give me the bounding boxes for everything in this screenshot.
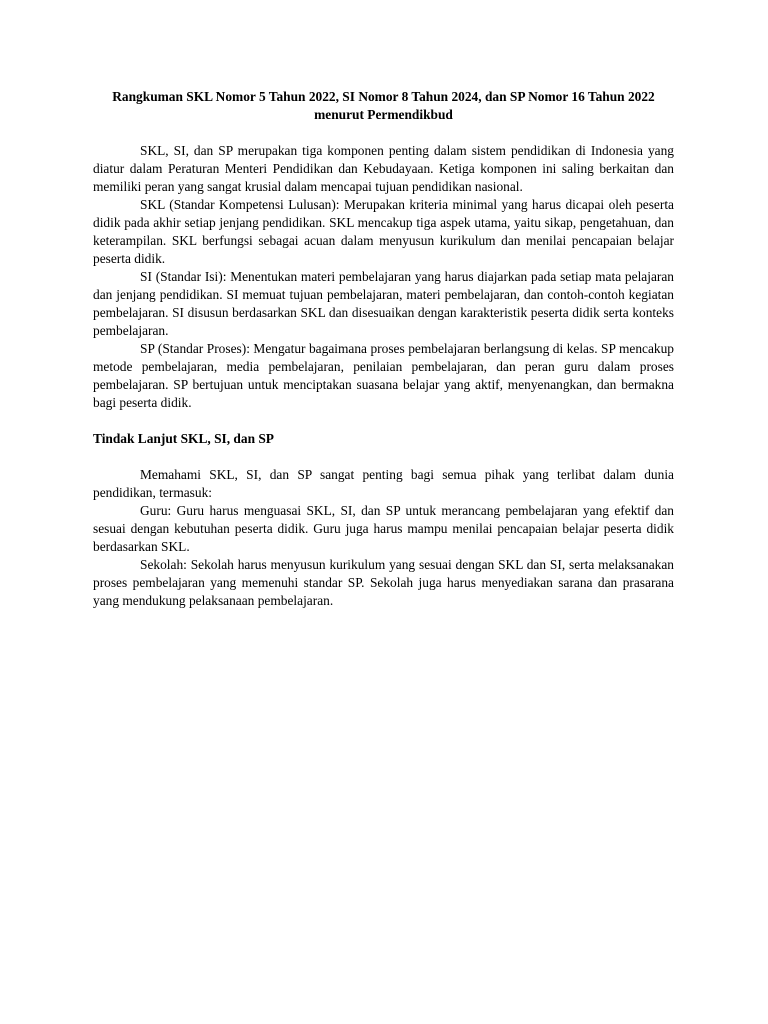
paragraph-skl: SKL (Standar Kompetensi Lulusan): Merupakan kriteria minimal yang harus dicapai oleh peserta didik pada akhir setiap jenjang pendidikan. SKL mencakup tiga aspek utama, yaitu sikap, pengetahuan, dan keterampilan. SKL berfungsi sebagai acuan dalam menyusun kurikulum dan menilai pencapaian belajar peserta didik. — [93, 197, 674, 266]
paragraph-memahami: Memahami SKL, SI, dan SP sangat penting bagi semua pihak yang terlibat dalam dunia pendidikan, termasuk: — [93, 467, 674, 500]
section-overview — [93, 142, 674, 412]
section-heading-tindak-lanjut: Tindak Lanjut SKL, SI, dan SP — [93, 431, 274, 446]
paragraph-sekolah: Sekolah: Sekolah harus menyusun kurikulum yang sesuai dengan SKL dan SI, serta melaksanakan proses pembelajaran yang memenuhi standar SP. Sekolah juga harus menyediakan sarana dan prasarana yang mendukung pelaksanaan pembelajaran. — [93, 557, 674, 608]
document-page — [93, 88, 674, 610]
paragraph-guru: Guru: Guru harus menguasai SKL, SI, dan SP untuk merancang pembelajaran yang efektif dan sesuai dengan kebutuhan peserta didik. Guru juga harus mampu menilai pencapaian belajar peserta didik berdasarkan SKL. — [93, 503, 674, 554]
section-tindak-lanjut — [93, 466, 674, 610]
paragraph-intro: SKL, SI, dan SP merupakan tiga komponen penting dalam sistem pendidikan di Indonesia yang diatur dalam Peraturan Menteri Pendidikan dan Kebudayaan. Ketiga komponen ini saling berkaitan dan memiliki peran yang sangat krusial dalam mencapai tujuan pendidikan nasional. — [93, 143, 674, 194]
paragraph-si: SI (Standar Isi): Menentukan materi pembelajaran yang harus diajarkan pada setiap mata pelajaran dan jenjang pendidikan. SI memuat tujuan pembelajaran, materi pembelajaran, dan contoh-contoh kegiatan pembelajaran. SI disusun berdasarkan SKL dan disesuaikan dengan karakteristik peserta didik serta konteks pembelajaran. — [93, 269, 674, 338]
document-title: Rangkuman SKL Nomor 5 Tahun 2022, SI Nomor 8 Tahun 2024, dan SP Nomor 16 Tahun 2022 menurut Permendikbud — [112, 89, 655, 122]
paragraph-sp: SP (Standar Proses): Mengatur bagaimana proses pembelajaran berlangsung di kelas. SP mencakup metode pembelajaran, media pembelajaran, penilaian pembelajaran, dan peran guru dalam proses pembelajaran. SP bertujuan untuk menciptakan suasana belajar yang aktif, menyenangkan, dan bermakna bagi peserta didik. — [93, 341, 674, 410]
